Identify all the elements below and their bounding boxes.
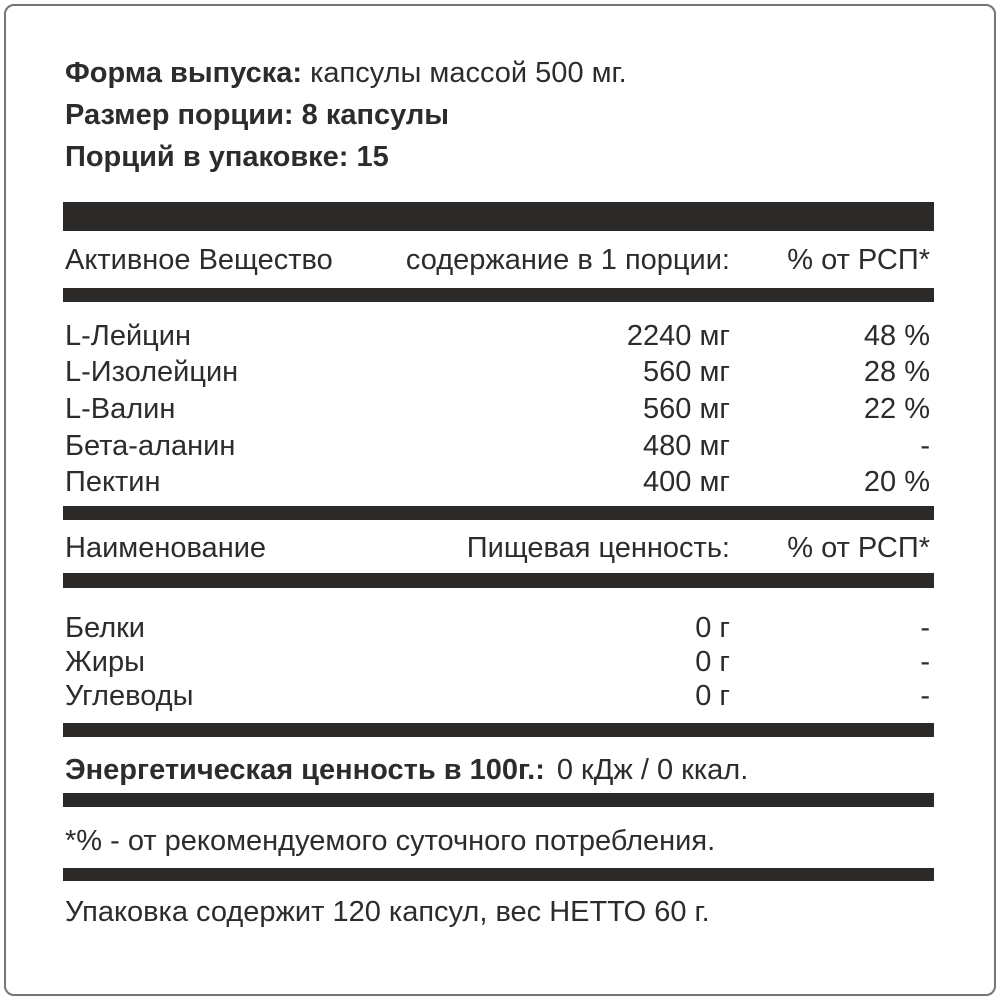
nutrition-header-name: Наименование — [65, 531, 267, 564]
row-amount: 0 г — [695, 679, 730, 712]
divider-bar — [63, 793, 934, 807]
nutrition-header-percent: % от РСП* — [787, 531, 930, 564]
divider-bar — [63, 573, 934, 588]
divider-bar — [63, 506, 934, 520]
nutrition-table — [65, 611, 930, 713]
table-row — [65, 679, 930, 713]
row-name: Углеводы — [65, 679, 194, 712]
divider-bar — [63, 288, 934, 302]
energy-value: 0 кДж / 0 ккал. — [556, 753, 749, 786]
row-name: Жиры — [65, 645, 145, 678]
table-row — [65, 318, 930, 355]
package-note: Упаковка содержит 120 капсул, вес НЕТТО 60 г. — [65, 895, 710, 928]
energy-label: Энергетическая ценность в 100г.: — [65, 753, 545, 786]
table-row — [65, 464, 930, 501]
row-name: Белки — [65, 611, 146, 644]
row-amount: 2240 мг — [626, 319, 730, 352]
nutrition-header-amount: Пищевая ценность: — [466, 531, 730, 564]
row-name: L-Изолейцин — [65, 356, 239, 389]
table-row — [65, 611, 930, 645]
row-percent: 20 % — [863, 466, 930, 499]
active-header-percent: % от РСП* — [787, 243, 930, 276]
energy-line — [65, 750, 930, 790]
row-amount: 480 мг — [643, 429, 730, 462]
product-info-block — [65, 52, 930, 178]
row-percent: - — [920, 429, 930, 462]
row-percent: 48 % — [863, 319, 930, 352]
active-table-header — [65, 240, 930, 280]
row-amount: 0 г — [695, 645, 730, 678]
row-percent: 22 % — [863, 392, 930, 425]
table-row — [65, 645, 930, 679]
row-percent: 28 % — [863, 356, 930, 389]
divider-bar-top — [63, 202, 934, 231]
servings-per-pack-line: Порций в упаковке: 15 — [65, 141, 389, 173]
row-amount: 0 г — [695, 611, 730, 644]
form-label: Форма выпуска: — [65, 57, 302, 89]
row-name: Бета-аланин — [65, 429, 236, 462]
row-percent: - — [920, 645, 930, 678]
row-name: L-Валин — [65, 392, 176, 425]
serving-size-line: Размер порции: 8 капсулы — [65, 99, 450, 131]
row-percent: - — [920, 679, 930, 712]
table-row — [65, 428, 930, 465]
row-name: Пектин — [65, 466, 161, 499]
row-amount: 560 мг — [643, 392, 730, 425]
form-line — [65, 52, 930, 94]
form-value: капсулы массой 500 мг. — [310, 57, 627, 89]
divider-bar — [63, 723, 934, 737]
active-header-name: Активное Вещество — [65, 243, 333, 276]
row-percent: - — [920, 611, 930, 644]
table-row — [65, 355, 930, 392]
row-amount: 400 мг — [643, 466, 730, 499]
row-name: L-Лейцин — [65, 319, 191, 352]
active-table — [65, 318, 930, 501]
nutrition-table-header — [65, 528, 930, 568]
row-amount: 560 мг — [643, 356, 730, 389]
rsp-footnote: *% - от рекомендуемого суточного потребления. — [65, 824, 716, 857]
active-header-amount: содержание в 1 порции: — [405, 243, 730, 276]
table-row — [65, 391, 930, 428]
divider-bar — [63, 868, 934, 881]
